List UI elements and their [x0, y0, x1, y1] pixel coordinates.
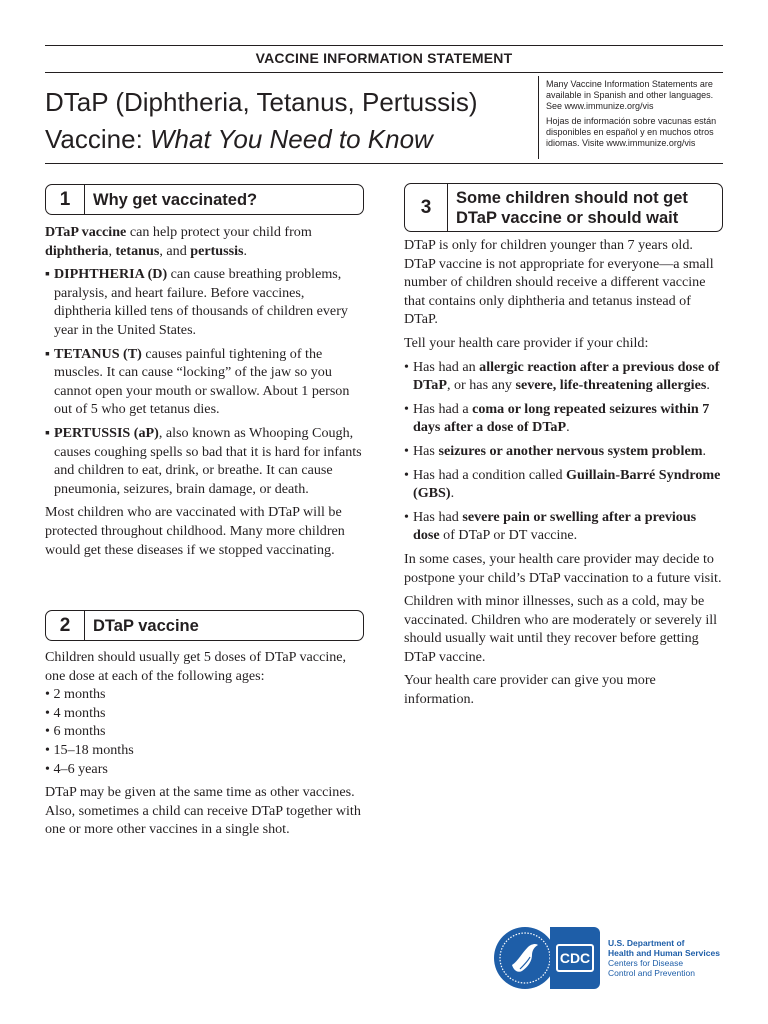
text: .	[706, 377, 710, 394]
list-item: • 2 months	[45, 685, 365, 704]
section-3-tell: Tell your health care provider if your child:	[404, 334, 649, 351]
list-item	[45, 345, 365, 419]
section-3-minor-illness: Children with minor illnesses, such as a cold, may be vaccinated. Children who are moderately or severely ill should usually wait until they recover before getting DTaP vaccine.	[404, 593, 718, 665]
title-prefix: Vaccine:	[45, 124, 151, 154]
section-1-header	[45, 184, 364, 215]
section-1-closing: Most children who are vaccinated with DTaP will be protected throughout childhood. Many more children would get these diseases if we stopped vaccinating.	[45, 504, 345, 558]
cdc-line-2: Control and Prevention	[608, 968, 695, 978]
section-2-closing: DTaP may be given at the same time as other vaccines. Also, sometimes a child can receive DTaP together with one or more other vaccines in a single shot.	[45, 784, 361, 838]
text: can cause breathing problems, paralysis, and heart failure. Before vaccines, diphtheria killed tens of thousands of children every year in the United States.	[54, 266, 348, 338]
languages-note	[546, 79, 726, 153]
header-rule	[45, 72, 723, 73]
text: .	[243, 242, 248, 259]
dept-line-2: Health and Human Services	[608, 948, 720, 958]
cdc-logo-text: CDC	[556, 944, 594, 972]
section-2-body	[45, 648, 365, 844]
section-number: 1	[46, 185, 85, 214]
bold-text: TETANUS (T)	[54, 345, 142, 362]
bold-text: seizures or another nervous system problem	[438, 442, 703, 459]
list-item	[404, 358, 726, 395]
section-title-line-1: Some children should not get	[456, 188, 688, 207]
agency-credit	[608, 938, 738, 978]
text: Has had	[413, 508, 463, 525]
list-item	[404, 442, 726, 461]
text: .	[450, 485, 455, 502]
section-3-postpone: In some cases, your health care provider may decide to postpone your child’s DTaP vaccination to a future visit.	[404, 550, 722, 586]
text: , and	[159, 242, 191, 259]
bold-text: Guillain-Barré Syndrome (GBS)	[413, 466, 721, 502]
text: of DTaP or DT vaccine.	[439, 527, 578, 544]
list-item	[45, 265, 365, 339]
section-1-body	[45, 223, 365, 564]
dose-ages-list	[45, 685, 365, 778]
bold-text: severe, life-threatening allergies	[515, 377, 707, 394]
bold-text: diphtheria	[45, 242, 109, 259]
cdc-logo	[550, 927, 600, 989]
text: , or has any	[446, 377, 516, 394]
bold-text: DIPHTHERIA (D)	[54, 266, 168, 283]
list-item: • 15–18 months	[45, 741, 365, 760]
section-title	[448, 184, 688, 231]
title-line-1: DTaP (Diphtheria, Tetanus, Pertussis)	[45, 87, 478, 117]
section-2-header	[45, 610, 364, 641]
eagle-icon	[498, 931, 552, 985]
list-item	[404, 400, 726, 437]
section-title: Why get vaccinated?	[93, 190, 258, 209]
section-number: 2	[46, 611, 85, 640]
bold-text: allergic reaction after a previous dose of DTaP	[413, 358, 720, 394]
text: Has	[413, 442, 439, 459]
statement-label: VACCINE INFORMATION STATEMENT	[255, 50, 513, 66]
header-divider	[538, 76, 539, 159]
header-bottom-rule	[45, 163, 723, 164]
page-title	[45, 84, 545, 158]
list-item: • 4 months	[45, 704, 365, 723]
title-italic: What You Need to Know	[150, 124, 433, 154]
text: causes painful tightening of the muscles. It can cause “locking” of the jaw so you cannot open your mouth or swallow. About 1 person out of 5 who get tetanus dies.	[54, 345, 350, 418]
section-1-intro	[45, 223, 365, 260]
title-line-2	[45, 121, 545, 158]
list-item	[45, 424, 365, 498]
text: .	[702, 442, 706, 459]
bold-text: PERTUSSIS (aP)	[54, 424, 159, 441]
bold-text: tetanus	[115, 242, 160, 259]
cdc-line-1: Centers for Disease	[608, 958, 684, 968]
conditions-list	[404, 358, 726, 545]
section-2-intro: Children should usually get 5 doses of DTaP vaccine, one dose at each of the following ages:	[45, 649, 347, 684]
text: Has had an	[413, 358, 480, 375]
section-3-more-info: Your health care provider can give you more information.	[404, 672, 656, 708]
section-3-intro: DTaP is only for children younger than 7 years old. DTaP vaccine is not appropriate for everyone—a small number of children should receive a different vaccine that contains only diphtheria and tetanus instead of DTaP.	[404, 237, 714, 328]
text: Has had a condition called	[413, 466, 567, 483]
list-item: • 6 months	[45, 722, 365, 741]
dept-line-1: U.S. Department of	[608, 938, 685, 948]
list-item: • 4–6 years	[45, 760, 365, 779]
section-title: DTaP vaccine	[93, 616, 199, 635]
text: can help protect your child from	[126, 224, 312, 240]
list-item	[404, 466, 726, 503]
section-3-body	[404, 236, 726, 714]
text: Has had a	[413, 400, 473, 417]
bold-text: DTaP vaccine	[45, 224, 127, 240]
bold-text: severe pain or swelling after a previous dose	[413, 508, 697, 544]
hhs-seal-logo	[494, 927, 556, 989]
text: .	[566, 419, 570, 436]
disease-list	[45, 265, 365, 498]
top-rule	[45, 45, 723, 46]
list-item	[404, 508, 726, 545]
text: , also known as Whooping Cough, causes coughing spells so bad that it is hard for infants and children to eat, drink, or breathe. It can cause pneumonia, seizures, brain damage, or death.	[54, 424, 362, 497]
languages-spanish: Hojas de información sobre vacunas están disponibles en español y en muchos otros idiomas. Visite www.immunize.org/vis	[546, 116, 717, 148]
text: ,	[108, 242, 116, 259]
section-3-header	[404, 183, 723, 232]
section-title-line-2: DTaP vaccine or should wait	[456, 208, 679, 227]
section-number: 3	[405, 184, 448, 231]
bold-text: pertussis	[190, 242, 244, 259]
bold-text: coma or long repeated seizures within 7 days after a dose of DTaP	[413, 400, 710, 436]
languages-english: Many Vaccine Information Statements are available in Spanish and other languages. See www.immunize.org/vis	[546, 79, 714, 111]
